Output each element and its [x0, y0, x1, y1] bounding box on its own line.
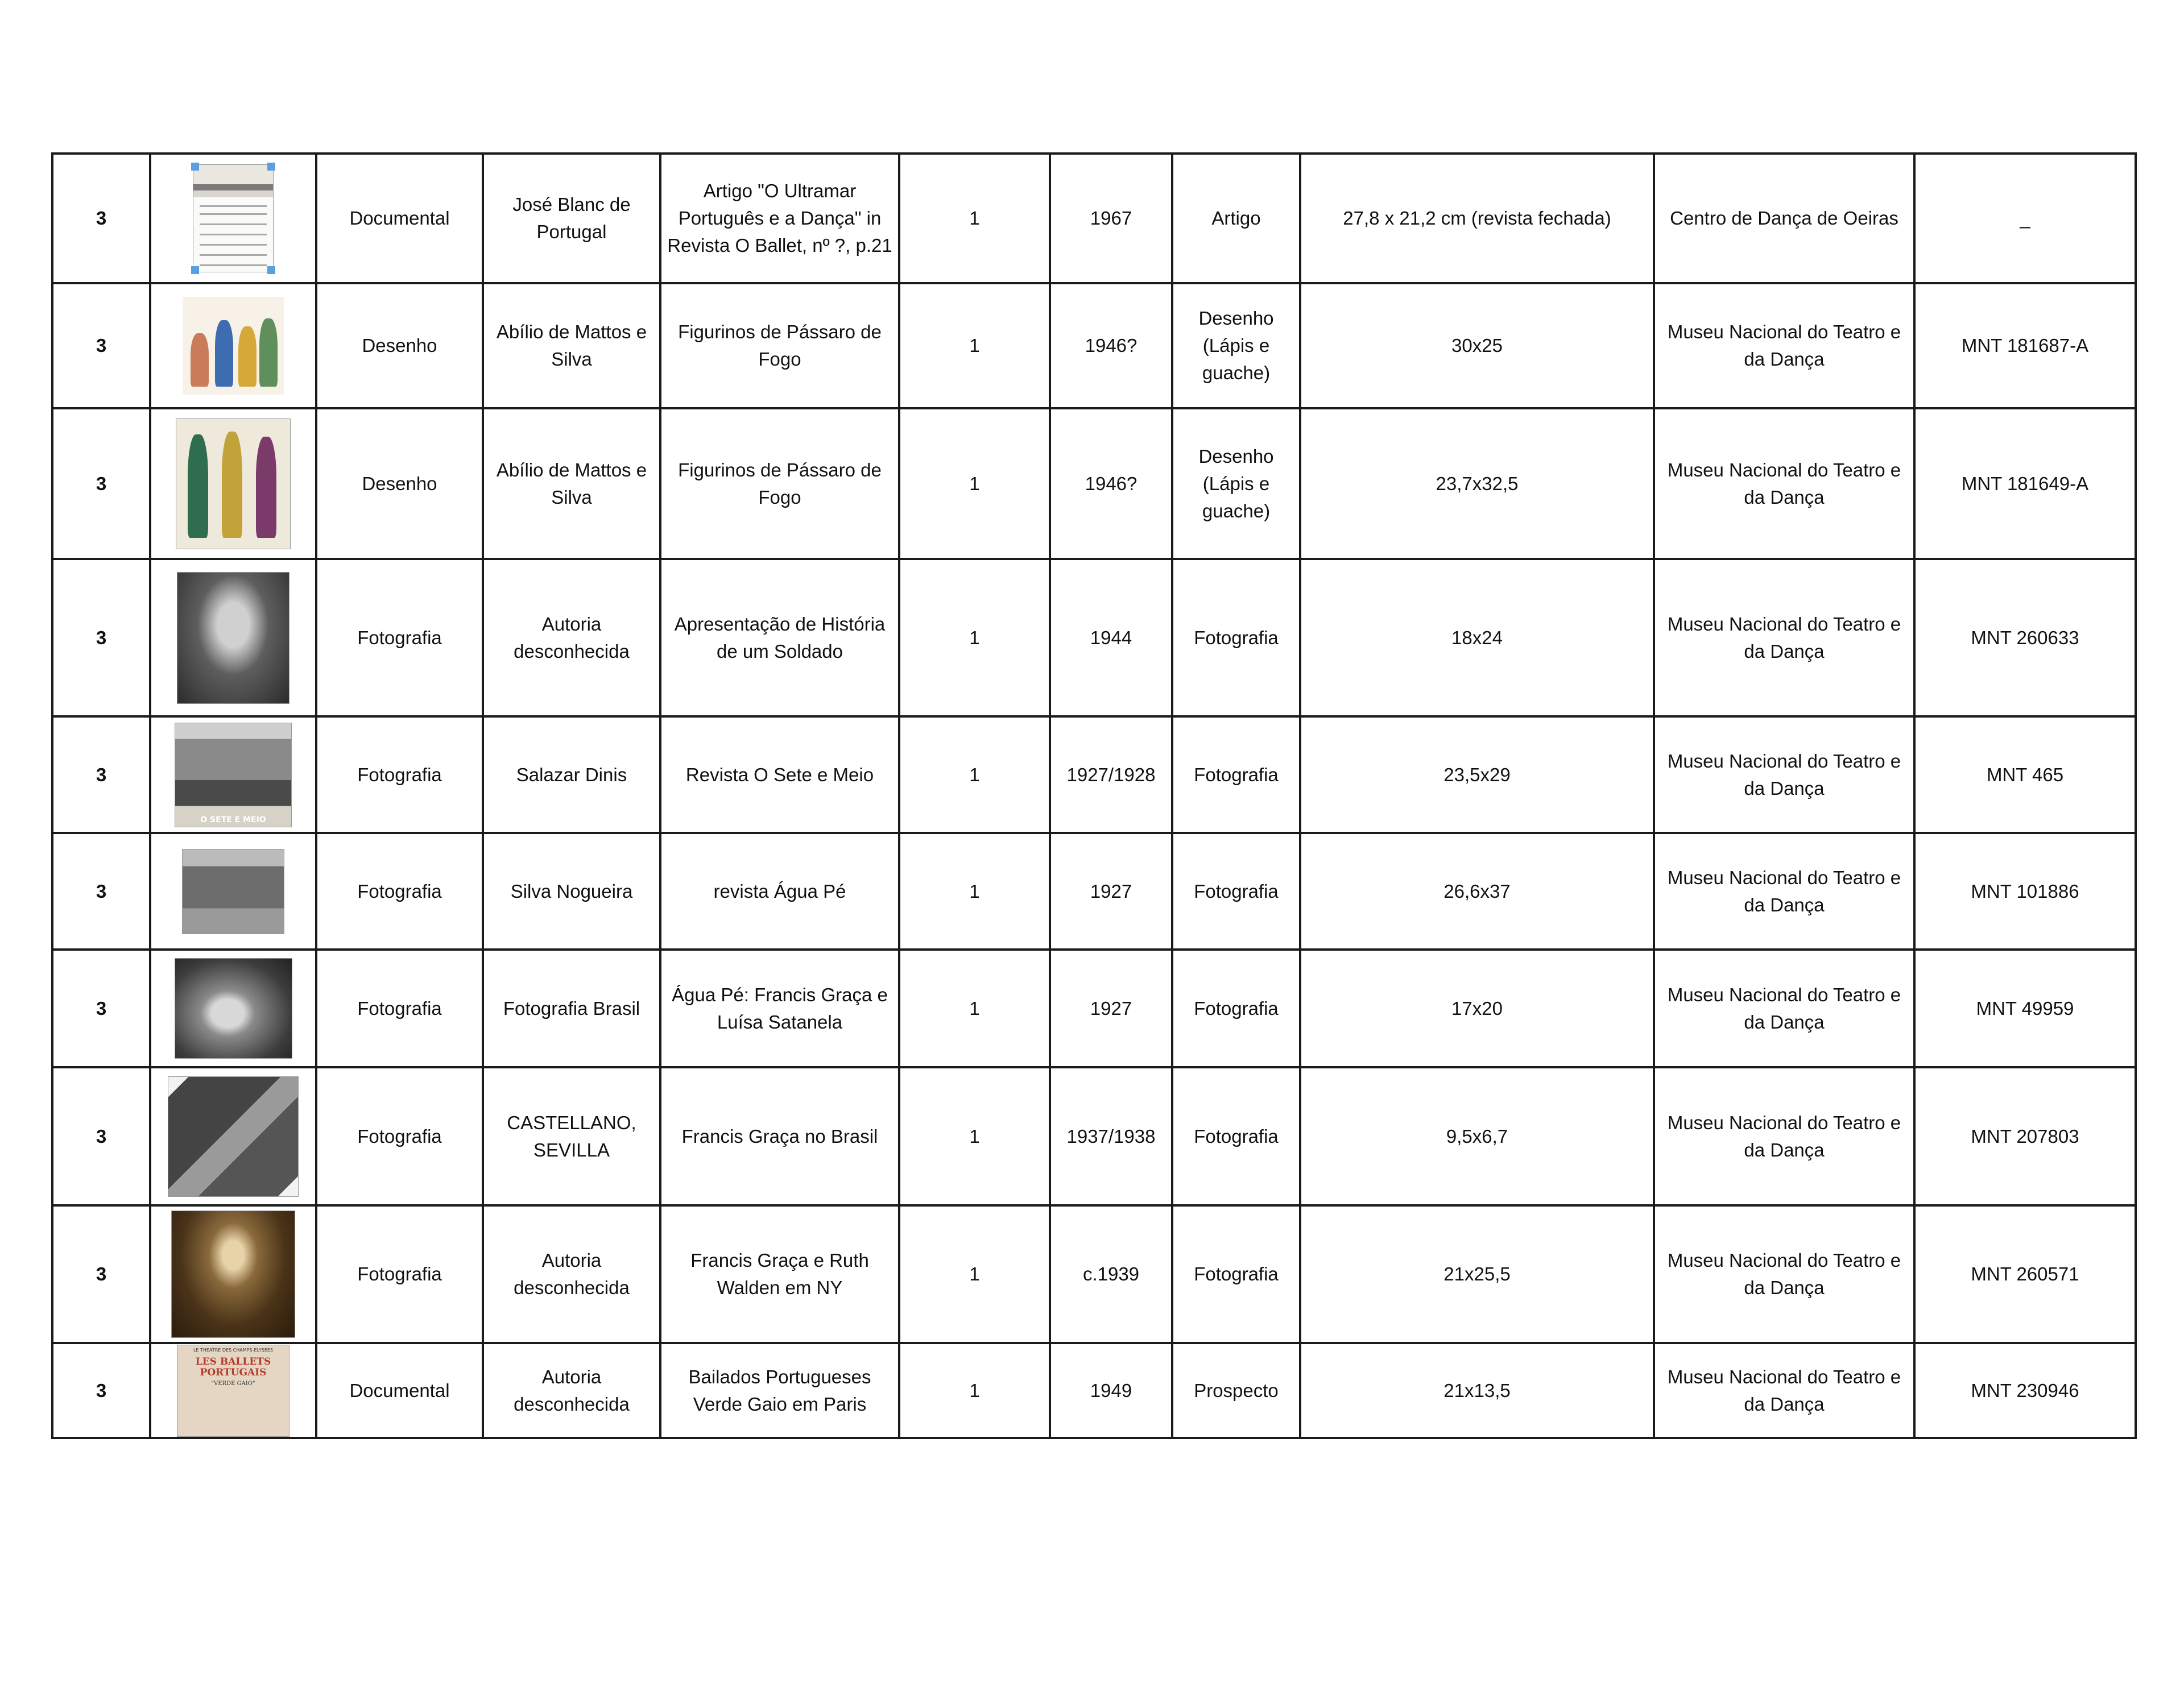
dancers-photo-thumbnail	[175, 958, 292, 1059]
author-cell: Fotografia Brasil	[483, 950, 660, 1067]
author-cell: CASTELLANO, SEVILLA	[483, 1067, 660, 1205]
kind-cell: Desenho (Lápis e guache)	[1172, 283, 1300, 408]
title-cell: Figurinos de Pássaro de Fogo	[660, 408, 899, 559]
catalogue-table	[51, 152, 2137, 1439]
dimensions-cell: 27,8 x 21,2 cm (revista fechada)	[1300, 154, 1654, 283]
title-cell: Apresentação de História de um Soldado	[660, 559, 899, 716]
table-row	[52, 154, 2136, 283]
table-row	[52, 283, 2136, 408]
quantity-cell: 1	[899, 154, 1050, 283]
costume-drawing-thumbnail	[176, 418, 291, 549]
kind-cell: Fotografia	[1172, 1205, 1300, 1343]
costume-drawing-thumbnail	[183, 297, 284, 395]
reference-cell: MNT 181687-A	[1914, 283, 2136, 408]
holder-cell: Museu Nacional do Teatro e da Dança	[1654, 283, 1914, 408]
level-cell: 3	[52, 408, 150, 559]
kind-cell: Desenho (Lápis e guache)	[1172, 408, 1300, 559]
reference-cell: MNT 207803	[1914, 1067, 2136, 1205]
quantity-cell: 1	[899, 716, 1050, 833]
table-row	[52, 1067, 2136, 1205]
level-cell: 3	[52, 154, 150, 283]
poster-header: LE THEATRE DES CHAMPS-ELYSEES	[193, 1347, 274, 1353]
dimensions-cell: 18x24	[1300, 559, 1654, 716]
table-row	[52, 408, 2136, 559]
type-cell: Fotografia	[316, 833, 483, 950]
reference-cell: MNT 260633	[1914, 559, 2136, 716]
title-cell: Francis Graça no Brasil	[660, 1067, 899, 1205]
quantity-cell: 1	[899, 408, 1050, 559]
holder-cell: Museu Nacional do Teatro e da Dança	[1654, 1205, 1914, 1343]
dimensions-cell: 17x20	[1300, 950, 1654, 1067]
table-row	[52, 559, 2136, 716]
revue-photo-thumbnail	[182, 849, 284, 934]
date-cell: 1937/1938	[1050, 1067, 1172, 1205]
kind-cell: Prospecto	[1172, 1343, 1300, 1438]
holder-cell: Museu Nacional do Teatro e da Dança	[1654, 408, 1914, 559]
quantity-cell: 1	[899, 283, 1050, 408]
date-cell: 1927/1928	[1050, 716, 1172, 833]
title-cell: revista Água Pé	[660, 833, 899, 950]
date-cell: 1967	[1050, 154, 1172, 283]
level-cell: 3	[52, 1343, 150, 1438]
holder-cell: Museu Nacional do Teatro e da Dança	[1654, 559, 1914, 716]
date-cell: c.1939	[1050, 1205, 1172, 1343]
table-row	[52, 1343, 2136, 1438]
kind-cell: Fotografia	[1172, 833, 1300, 950]
title-cell: Figurinos de Pássaro de Fogo	[660, 283, 899, 408]
type-cell: Fotografia	[316, 1067, 483, 1205]
dimensions-cell: 21x25,5	[1300, 1205, 1654, 1343]
dancers-photo-thumbnail	[168, 1076, 299, 1197]
title-cell: Artigo "O Ultramar Português e a Dança" in Revista O Ballet, nº ?, p.21	[660, 154, 899, 283]
poster-thumbnail	[177, 1345, 289, 1437]
level-cell: 3	[52, 833, 150, 950]
author-cell: Abílio de Mattos e Silva	[483, 283, 660, 408]
author-cell: Autoria desconhecida	[483, 1205, 660, 1343]
kind-cell: Fotografia	[1172, 559, 1300, 716]
level-cell: 3	[52, 1067, 150, 1205]
date-cell: 1927	[1050, 833, 1172, 950]
author-cell: José Blanc de Portugal	[483, 154, 660, 283]
theatre-audience-photo-thumbnail	[171, 1211, 295, 1338]
kind-cell: Fotografia	[1172, 950, 1300, 1067]
dimensions-cell: 26,6x37	[1300, 833, 1654, 950]
quantity-cell: 1	[899, 833, 1050, 950]
level-cell: 3	[52, 716, 150, 833]
author-cell: Salazar Dinis	[483, 716, 660, 833]
title-cell: Bailados Portugueses Verde Gaio em Paris	[660, 1343, 899, 1438]
type-cell: Desenho	[316, 408, 483, 559]
date-cell: 1946?	[1050, 408, 1172, 559]
holder-cell: Museu Nacional do Teatro e da Dança	[1654, 1343, 1914, 1438]
date-cell: 1944	[1050, 559, 1172, 716]
date-cell: 1949	[1050, 1343, 1172, 1438]
quantity-cell: 1	[899, 950, 1050, 1067]
type-cell: Documental	[316, 1343, 483, 1438]
title-cell: Francis Graça e Ruth Walden em NY	[660, 1205, 899, 1343]
level-cell: 3	[52, 950, 150, 1067]
table-row	[52, 716, 2136, 833]
type-cell: Fotografia	[316, 716, 483, 833]
holder-cell: Museu Nacional do Teatro e da Dança	[1654, 950, 1914, 1067]
table-row	[52, 833, 2136, 950]
title-cell: Revista O Sete e Meio	[660, 716, 899, 833]
dimensions-cell: 23,7x32,5	[1300, 408, 1654, 559]
holder-cell: Museu Nacional do Teatro e da Dança	[1654, 833, 1914, 950]
author-cell: Silva Nogueira	[483, 833, 660, 950]
title-cell: Água Pé: Francis Graça e Luísa Satanela	[660, 950, 899, 1067]
revue-photo-thumbnail	[175, 723, 292, 827]
kind-cell: Fotografia	[1172, 716, 1300, 833]
dimensions-cell: 30x25	[1300, 283, 1654, 408]
type-cell: Fotografia	[316, 950, 483, 1067]
author-cell: Autoria desconhecida	[483, 1343, 660, 1438]
quantity-cell: 1	[899, 1067, 1050, 1205]
type-cell: Documental	[316, 154, 483, 283]
stage-photo-thumbnail	[177, 572, 289, 704]
type-cell: Desenho	[316, 283, 483, 408]
date-cell: 1946?	[1050, 283, 1172, 408]
dimensions-cell: 21x13,5	[1300, 1343, 1654, 1438]
type-cell: Fotografia	[316, 1205, 483, 1343]
level-cell: 3	[52, 1205, 150, 1343]
reference-cell: _	[1914, 154, 2136, 283]
author-cell: Autoria desconhecida	[483, 559, 660, 716]
revue-caption: O SETE E MEIO	[200, 815, 266, 824]
reference-cell: MNT 101886	[1914, 833, 2136, 950]
author-cell: Abílio de Mattos e Silva	[483, 408, 660, 559]
dimensions-cell: 9,5x6,7	[1300, 1067, 1654, 1205]
holder-cell: Centro de Dança de Oeiras	[1654, 154, 1914, 283]
quantity-cell: 1	[899, 1205, 1050, 1343]
article-scan-thumbnail	[193, 164, 274, 272]
dimensions-cell: 23,5x29	[1300, 716, 1654, 833]
reference-cell: MNT 49959	[1914, 950, 2136, 1067]
quantity-cell: 1	[899, 1343, 1050, 1438]
table-row	[52, 950, 2136, 1067]
type-cell: Fotografia	[316, 559, 483, 716]
reference-cell: MNT 260571	[1914, 1205, 2136, 1343]
poster-subtitle: "VERDE GAIO"	[211, 1380, 255, 1387]
quantity-cell: 1	[899, 559, 1050, 716]
reference-cell: MNT 230946	[1914, 1343, 2136, 1438]
reference-cell: MNT 465	[1914, 716, 2136, 833]
date-cell: 1927	[1050, 950, 1172, 1067]
holder-cell: Museu Nacional do Teatro e da Dança	[1654, 1067, 1914, 1205]
kind-cell: Artigo	[1172, 154, 1300, 283]
level-cell: 3	[52, 283, 150, 408]
level-cell: 3	[52, 559, 150, 716]
poster-title: LES BALLETS PORTUGAIS	[195, 1356, 271, 1378]
table-row	[52, 1205, 2136, 1343]
holder-cell: Museu Nacional do Teatro e da Dança	[1654, 716, 1914, 833]
reference-cell: MNT 181649-A	[1914, 408, 2136, 559]
kind-cell: Fotografia	[1172, 1067, 1300, 1205]
